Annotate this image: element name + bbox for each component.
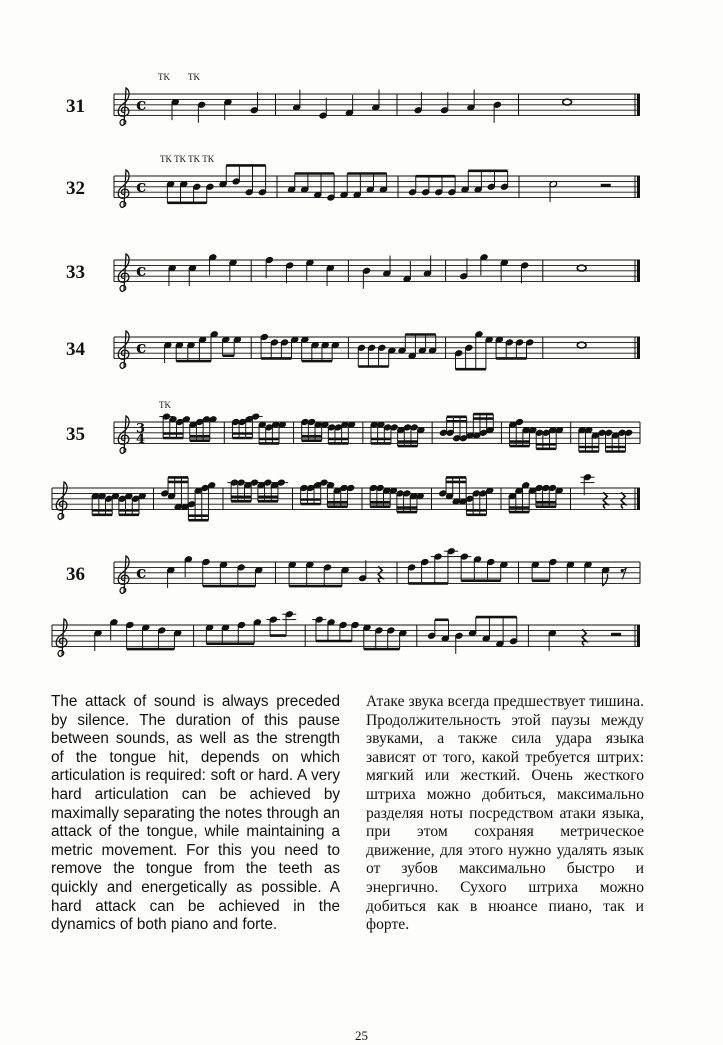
articulation-mark: TK — [158, 72, 170, 82]
exercise-33-staff-1 — [66, 254, 640, 292]
exercise-number: 35 — [66, 423, 85, 445]
time-signature: c — [136, 562, 147, 583]
exercise-number: 31 — [66, 95, 85, 117]
russian-paragraph: Атаке звука всегда предшествует тишина. Продолжительность этой паузы между звуками, а также сила удара языка зависят от того, какой требуется штрих: мягкий или жесткий. Очень жесткого штриха можно добиться, максимально разделяя ноты посредством атаки языка, при этом сохраняя метрическое движение, для этого нужно удалять язык от зубов максимально быстро и энергично. Сухого штриха можно добиться как в нюансе пиано, так и форте. — [366, 693, 644, 934]
time-signature-top: 3 — [136, 421, 146, 437]
articulation-mark: TK — [188, 72, 200, 82]
articulation-mark: TK — [159, 400, 171, 410]
whole-note — [577, 265, 586, 271]
english-text-column — [51, 693, 340, 935]
exercise-35-staff-2 — [52, 474, 640, 521]
half-rest-icon — [601, 184, 611, 187]
exercise-36-staff-1 — [66, 548, 640, 594]
eighth-rest-icon — [622, 568, 626, 579]
quarter-rest-icon — [621, 492, 625, 508]
english-paragraph: The attack of sound is always preceded by silence. The duration of this pause between sounds, as well as the strength of the tongue hit, depends on which articulation is required: soft or hard. A very hard articulation can be achieved by maximally separating the notes through an attack of the tongue, while maintaining a metric movement. For this you need to remove the tongue from the teeth as quickly and energetically as possible. A hard attack can be achieved in the dynamics of both piano and forte. — [51, 693, 340, 934]
quarter-rest-icon — [378, 566, 382, 582]
exercise-number: 34 — [66, 338, 85, 360]
note-flag — [602, 574, 607, 586]
exercise-32-staff-1 — [66, 154, 640, 207]
exercise-31-staff-1 — [66, 72, 640, 125]
page-number: 25 — [355, 1028, 368, 1043]
exercise-number: 33 — [66, 261, 85, 283]
exercise-35-staff-1 — [66, 400, 640, 453]
russian-text-column — [366, 693, 644, 935]
articulation-mark: TK TK TK TK — [160, 154, 215, 164]
quarter-rest-icon — [603, 492, 607, 508]
exercise-number: 36 — [66, 563, 85, 585]
time-signature: c — [136, 94, 147, 115]
time-signature: c — [136, 260, 147, 281]
time-signature: c — [136, 176, 147, 197]
whole-note — [563, 99, 572, 105]
time-signature: c — [136, 337, 147, 358]
quarter-rest-icon — [582, 629, 586, 645]
time-signature-bottom: 4 — [136, 432, 146, 448]
exercise-34-staff-1 — [66, 331, 640, 370]
exercise-36-staff-2 — [52, 611, 640, 657]
exercise-number: 32 — [66, 177, 85, 199]
half-rest-icon — [611, 633, 621, 636]
whole-note — [577, 342, 586, 348]
